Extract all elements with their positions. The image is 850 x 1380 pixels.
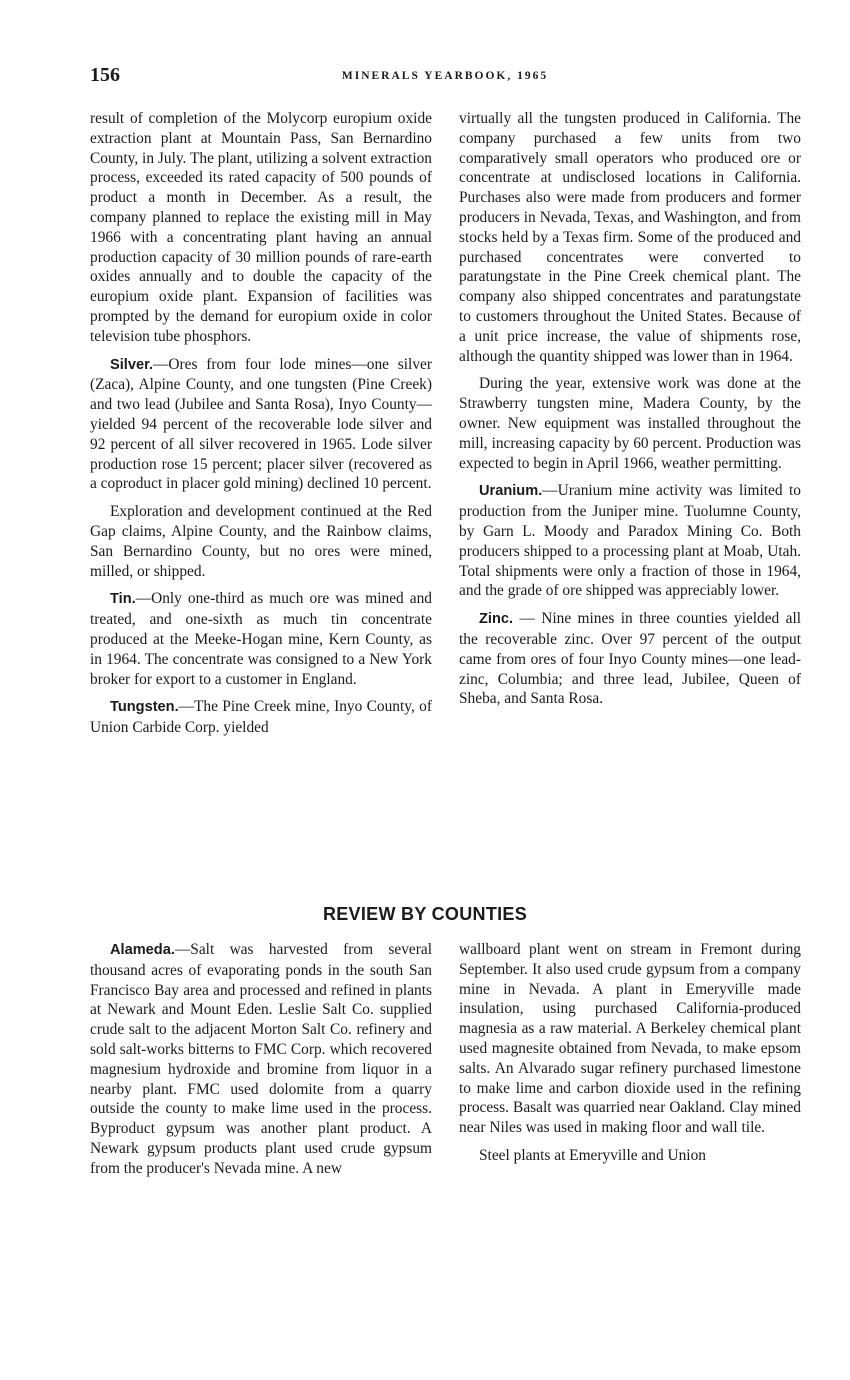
lead-uranium: Uranium. bbox=[479, 483, 543, 500]
paragraph-europium: result of completion of the Molycorp europium oxide extraction plant at Mountain Pass, San Bernardino County, in July. The plant, utilizing a solvent extraction process, exceeded its rated capacity of 500 pounds of product a month in December. As a result, the company planned to replace the existing mill in May 1966 with a concentrating plant having an annual production capacity of 30 million pounds of rare-earth oxides annually and to double the capacity of the europium oxide plant. Expansion of facilities was prompted by the demand for europium oxide in color television tube phosphors. bbox=[90, 110, 432, 345]
lead-zinc: Zinc. bbox=[479, 611, 514, 628]
silver-text: —Ores from four lode mines—one silver (Zaca), Alpine County, and one tungsten (Pine Creek) and two lead (Jubilee and Santa Rosa), Inyo County—yielded 94 percent of the recoverable lode silver and 92 percent of all silver recovered in 1965. Lode silver production rose 15 percent; placer silver (recovered as a coproduct in placer gold mining) declined 10 percent. bbox=[90, 355, 432, 493]
column-4 bbox=[459, 940, 801, 1174]
zinc-text: — Nine mines in three counties yielded all the recoverable zinc. Over 97 percent of the output came from ores of four Inyo County mines—one lead-zinc, Columbia; and three lead, Jubilee, Queen of Sheba, and Santa Rosa. bbox=[459, 610, 801, 708]
column-1 bbox=[90, 109, 432, 746]
paragraph-strawberry: During the year, extensive work was done at the Strawberry tungsten mine, Madera County, by the owner. New equipment was installed throughout the mill, increasing capacity by 60 percent. Production was expected to begin in April 1966, weather permitting. bbox=[459, 375, 801, 472]
paragraph-alameda bbox=[90, 940, 432, 1179]
paragraph-steel-plants: Steel plants at Emeryville and Union bbox=[479, 1146, 706, 1164]
paragraph-exploration: Exploration and development continued at the Red Gap claims, Alpine County, and the Rainbow claims, San Bernardino County, but no ores were mined, milled, or shipped. bbox=[90, 503, 432, 580]
lead-tungsten: Tungsten. bbox=[110, 699, 179, 716]
tungsten-text: —The Pine Creek mine, Inyo County, of Union Carbide Corp. yielded bbox=[90, 698, 432, 737]
section-heading: REVIEW BY COUNTIES bbox=[322, 904, 528, 924]
column-2 bbox=[459, 109, 801, 717]
paragraph-silver bbox=[90, 355, 432, 495]
page-number: 156 bbox=[90, 64, 120, 86]
paragraph-zinc bbox=[459, 609, 801, 709]
paragraph-alameda-cont: wallboard plant went on stream in Fremont during September. It also used crude gypsum from a company mine in Nevada. A plant in Emeryville made insulation, using purchased California-produced magnesia as a raw material. A Berkeley chemical plant used magnesite obtained from Nevada, to make epsom salts. An Alvarado sugar refinery purchased limestone to make lime and carbon dioxide used in the refining process. Basalt was quarried near Oakland. Clay mined near Niles was used in making floor and wall tile. bbox=[459, 941, 801, 1137]
tin-text: —Only one-third as much ore was mined and treated, and one-sixth as much tin concentrate produced at the Meeke-Hogan mine, Kern County, as in 1964. The concentrate was consigned to a New York broker for export to a customer in England. bbox=[90, 590, 432, 688]
uranium-text: —Uranium mine activity was limited to production from the Juniper mine. Tuolumne County, by Garn L. Moody and Paradox Mining Co. Both producers shipped to a processing plant at Moab, Utah. Total shipments were only a fraction of those in 1964, and the grade of ore shipped was appreciably lower. bbox=[459, 482, 801, 600]
lead-silver: Silver. bbox=[110, 356, 154, 373]
lead-alameda: Alameda. bbox=[110, 942, 175, 958]
alameda-text: —Salt was harvested from several thousand acres of evaporating ponds in the south San Francisco Bay area and processed and refined in plants at Newark and Mount Eden. Leslie Salt Co. supplied crude salt to the adjacent Morton Salt Co. refinery and sold salt-works bitterns to FMC Corp. which recovered magnesium hydroxide and bromine from liquor in a nearby plant. FMC used dolomite from a quarry outside the county to make lime used in the process. Byproduct gypsum was another plant product. A Newark gypsum products plant used crude gypsum from the producer's Nevada mine. A new bbox=[90, 941, 432, 1177]
column-3 bbox=[90, 940, 432, 1187]
paragraph-tungsten bbox=[90, 697, 432, 738]
lead-tin: Tin. bbox=[110, 591, 136, 608]
paragraph-tin bbox=[90, 589, 432, 689]
page-header bbox=[90, 64, 800, 90]
paragraph-uranium bbox=[459, 481, 801, 601]
paragraph-tungsten-cont: virtually all the tungsten produced in California. The company purchased a few units from two comparatively small operators who produced ore or concentrate at undisclosed locations in California. Purchases also were made from producers and former producers in Nevada, Texas, and Washington, and from stocks held by a Texas firm. Some of the produced and purchased concentrates were converted to paratungstate in the Pine Creek chemical plant. The company also shipped concentrates and paratungstate to customers throughout the United States. Because of a unit price increase, the value of shipments rose, although the quantity shipped was lower than in 1964. bbox=[459, 110, 801, 365]
running-head: MINERALS YEARBOOK, 1965 bbox=[341, 70, 549, 82]
